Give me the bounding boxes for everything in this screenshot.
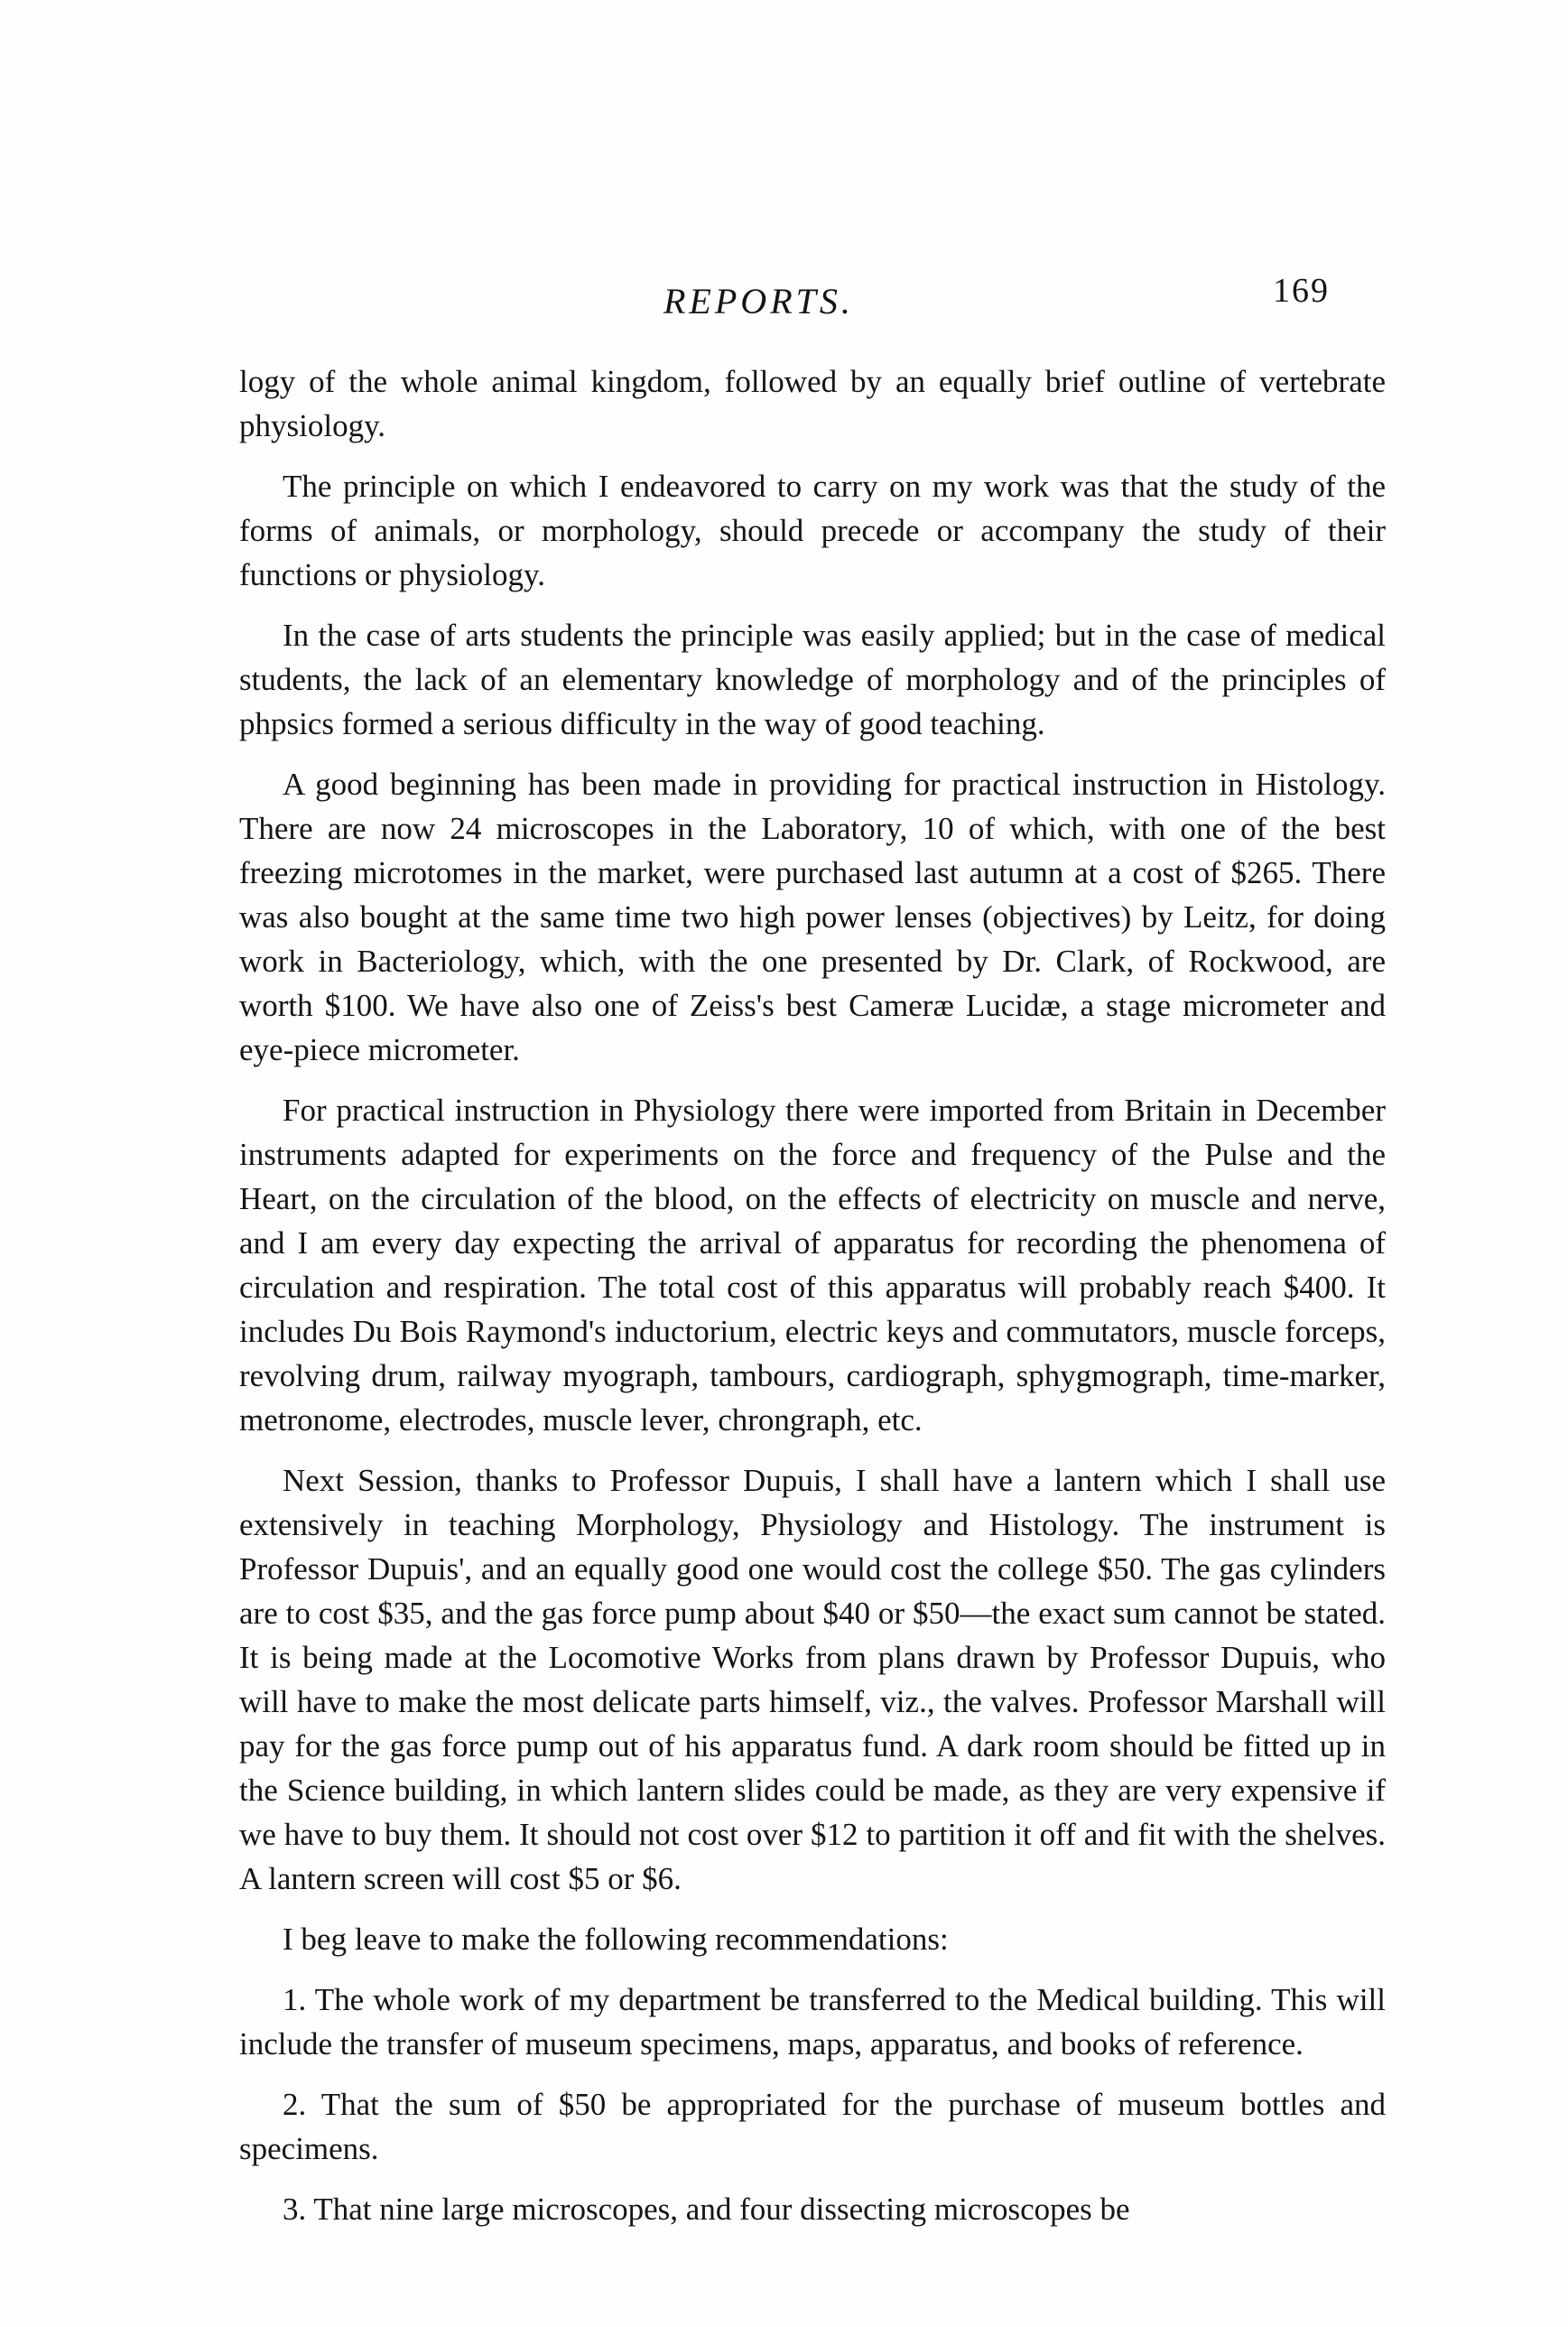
paragraph-continuation: logy of the whole animal kingdom, followed by an equally brief outline of vertebrate physiology. [239, 364, 1386, 443]
paragraph-arts-students: In the case of arts students the principle was easily applied; but in the case of medical students, the lack of an elementary knowledge of morphology and of the principles of phpsics formed a serious difficulty in the way of good teaching. [239, 618, 1386, 741]
paragraph-histology: A good beginning has been made in providing for practical instruction in Histology. There are now 24 microscopes in the Laboratory, 10 of which, with one of the best freezing microtomes in the market, were purchased last autumn at a cost of $265. There was also bought at the same time two high power lenses (objectives) by Leitz, for doing work in Bacteriology, which, with the one presented by Dr. Clark, of Rockwood, are worth $100. We have also one of Zeiss's best Cameræ Lucidæ, a stage micrometer and eye-piece micrometer. [239, 767, 1386, 1067]
paragraph-recommendations-intro: I beg leave to make the following recommendations: [283, 1922, 949, 1957]
page-number: 169 [1273, 272, 1330, 310]
running-title: REPORTS. [663, 281, 854, 321]
recommendation-item-3: 3. That nine large microscopes, and four dissecting microscopes be [283, 2192, 1130, 2227]
recommendation-item-1: 1. The whole work of my department be transferred to the Medical building. This will include the transfer of museum specimens, maps, apparatus, and books of reference. [239, 1982, 1386, 2062]
running-header [0, 271, 1568, 321]
paragraph-principle: The principle on which I endeavored to carry on my work was that the study of the forms of animals, or morphology, should precede or accompany the study of their functions or physiology. [239, 469, 1386, 592]
recommendation-item-2: 2. That the sum of $50 be appropriated for the purchase of museum bottles and specimens. [239, 2087, 1386, 2166]
paragraph-physiology: For practical instruction in Physiology there were imported from Britain in December instruments adapted for experiments on the force and frequency of the Pulse and the Heart, on the circulation of the blood, on the effects of electricity on muscle and nerve, and I am every day expecting the arrival of apparatus for recording the phenomena of circulation and respiration. The total cost of this apparatus will probably reach $400. It includes Du Bois Raymond's inductorium, electric keys and commutators, muscle forceps, revolving drum, railway myograph, tambours, cardiograph, sphygmograph, time-marker, metronome, electrodes, muscle lever, chrongraph, etc. [239, 1093, 1386, 1438]
body-text [239, 359, 1386, 2283]
paragraph-lantern: Next Session, thanks to Professor Dupuis, I shall have a lantern which I shall use extensively in teaching Morphology, Physiology and Histology. The instrument is Professor Dupuis', and an equally good one would cost the college $50. The gas cylinders are to cost $35, and the gas force pump about $40 or $50—the exact sum cannot be stated. It is being made at the Locomotive Works from plans drawn by Professor Dupuis, who will have to make the most delicate parts himself, viz., the valves. Professor Marshall will pay for the gas force pump out of his apparatus fund. A dark room should be fitted up in the Science building, in which lantern slides could be made, as they are very expensive if we have to buy them. It should not cost over $12 to partition it off and fit with the shelves. A lantern screen will cost $5 or $6. [239, 1463, 1386, 1896]
